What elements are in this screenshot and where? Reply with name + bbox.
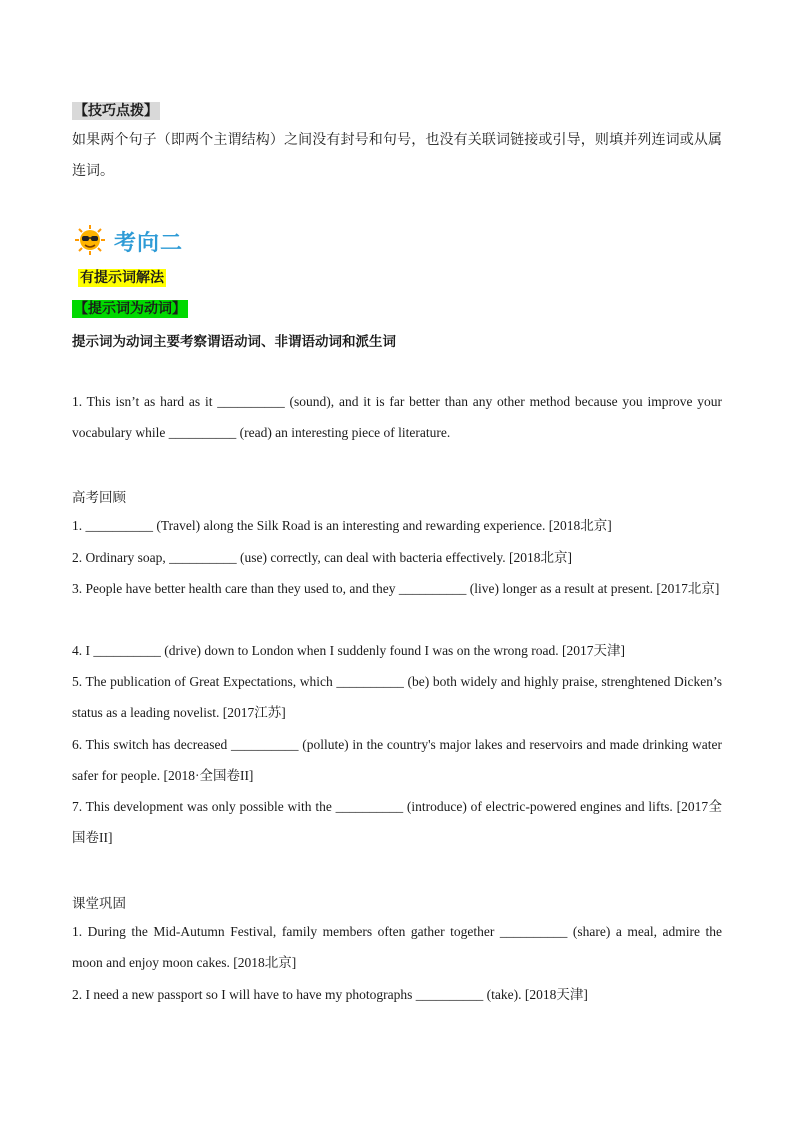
tips-label: 【技巧点拨】: [74, 103, 158, 119]
review-item: 2. Ordinary soap, __________ (use) correctly, can deal with bacteria effectively. [2018北京]: [72, 550, 572, 565]
practice-title: 课堂巩固: [72, 896, 126, 912]
practice-item: 1. During the Mid-Autumn Festival, family members often gather together __________ (share) a meal, admire the moon and enjoy moon cakes. [2018北京]: [72, 924, 722, 970]
verb-label-line: [72, 298, 188, 318]
method-label-line: [78, 267, 166, 287]
review-item: 3. People have better health care than they used to, and they __________ (live) longer as a result at present. [2017北京]: [72, 581, 720, 596]
review-item: 5. The publication of Great Expectations, which __________ (be) both widely and highly praise, strenghtened Dicken’s status as a leading novelist. [2017江苏]: [72, 674, 722, 720]
review-item: 6. This switch has decreased __________ (pollute) in the country's major lakes and reservoirs and made drinking water safer for people. [2018·全国卷II]: [72, 737, 722, 783]
sun-icon: [72, 224, 114, 256]
practice-item: 2. I need a new passport so I will have to have my photographs __________ (take). [2018天津]: [72, 987, 588, 1002]
section-heading: 考向二: [114, 231, 184, 256]
example-question: 1. This isn’t as hard as it __________ (sound), and it is far better than any other method because you improve your vocabulary while __________ (read) an interesting piece of literature.: [72, 394, 722, 440]
tips-text: 如果两个句子（即两个主谓结构）之间没有封号和句号，也没有关联词链接或引导，则填并列连词或从属连词。: [72, 132, 722, 179]
verb-label: 【提示词为动词】: [74, 301, 186, 317]
review-title: 高考回顾: [72, 490, 126, 506]
verb-description: 提示词为动词主要考察谓语动词、非谓语动词和派生词: [72, 334, 396, 350]
tips-label-line: [72, 100, 160, 120]
review-item: 4. I __________ (drive) down to London when I suddenly found I was on the wrong road. [2017天津]: [72, 643, 626, 658]
method-label: 有提示词解法: [80, 270, 164, 286]
review-item: 7. This development was only possible with the __________ (introduce) of electric-powered engines and lifts. [2017全国卷II]: [72, 799, 722, 845]
review-item: 1. __________ (Travel) along the Silk Road is an interesting and rewarding experience. [2018北京]: [72, 518, 612, 533]
